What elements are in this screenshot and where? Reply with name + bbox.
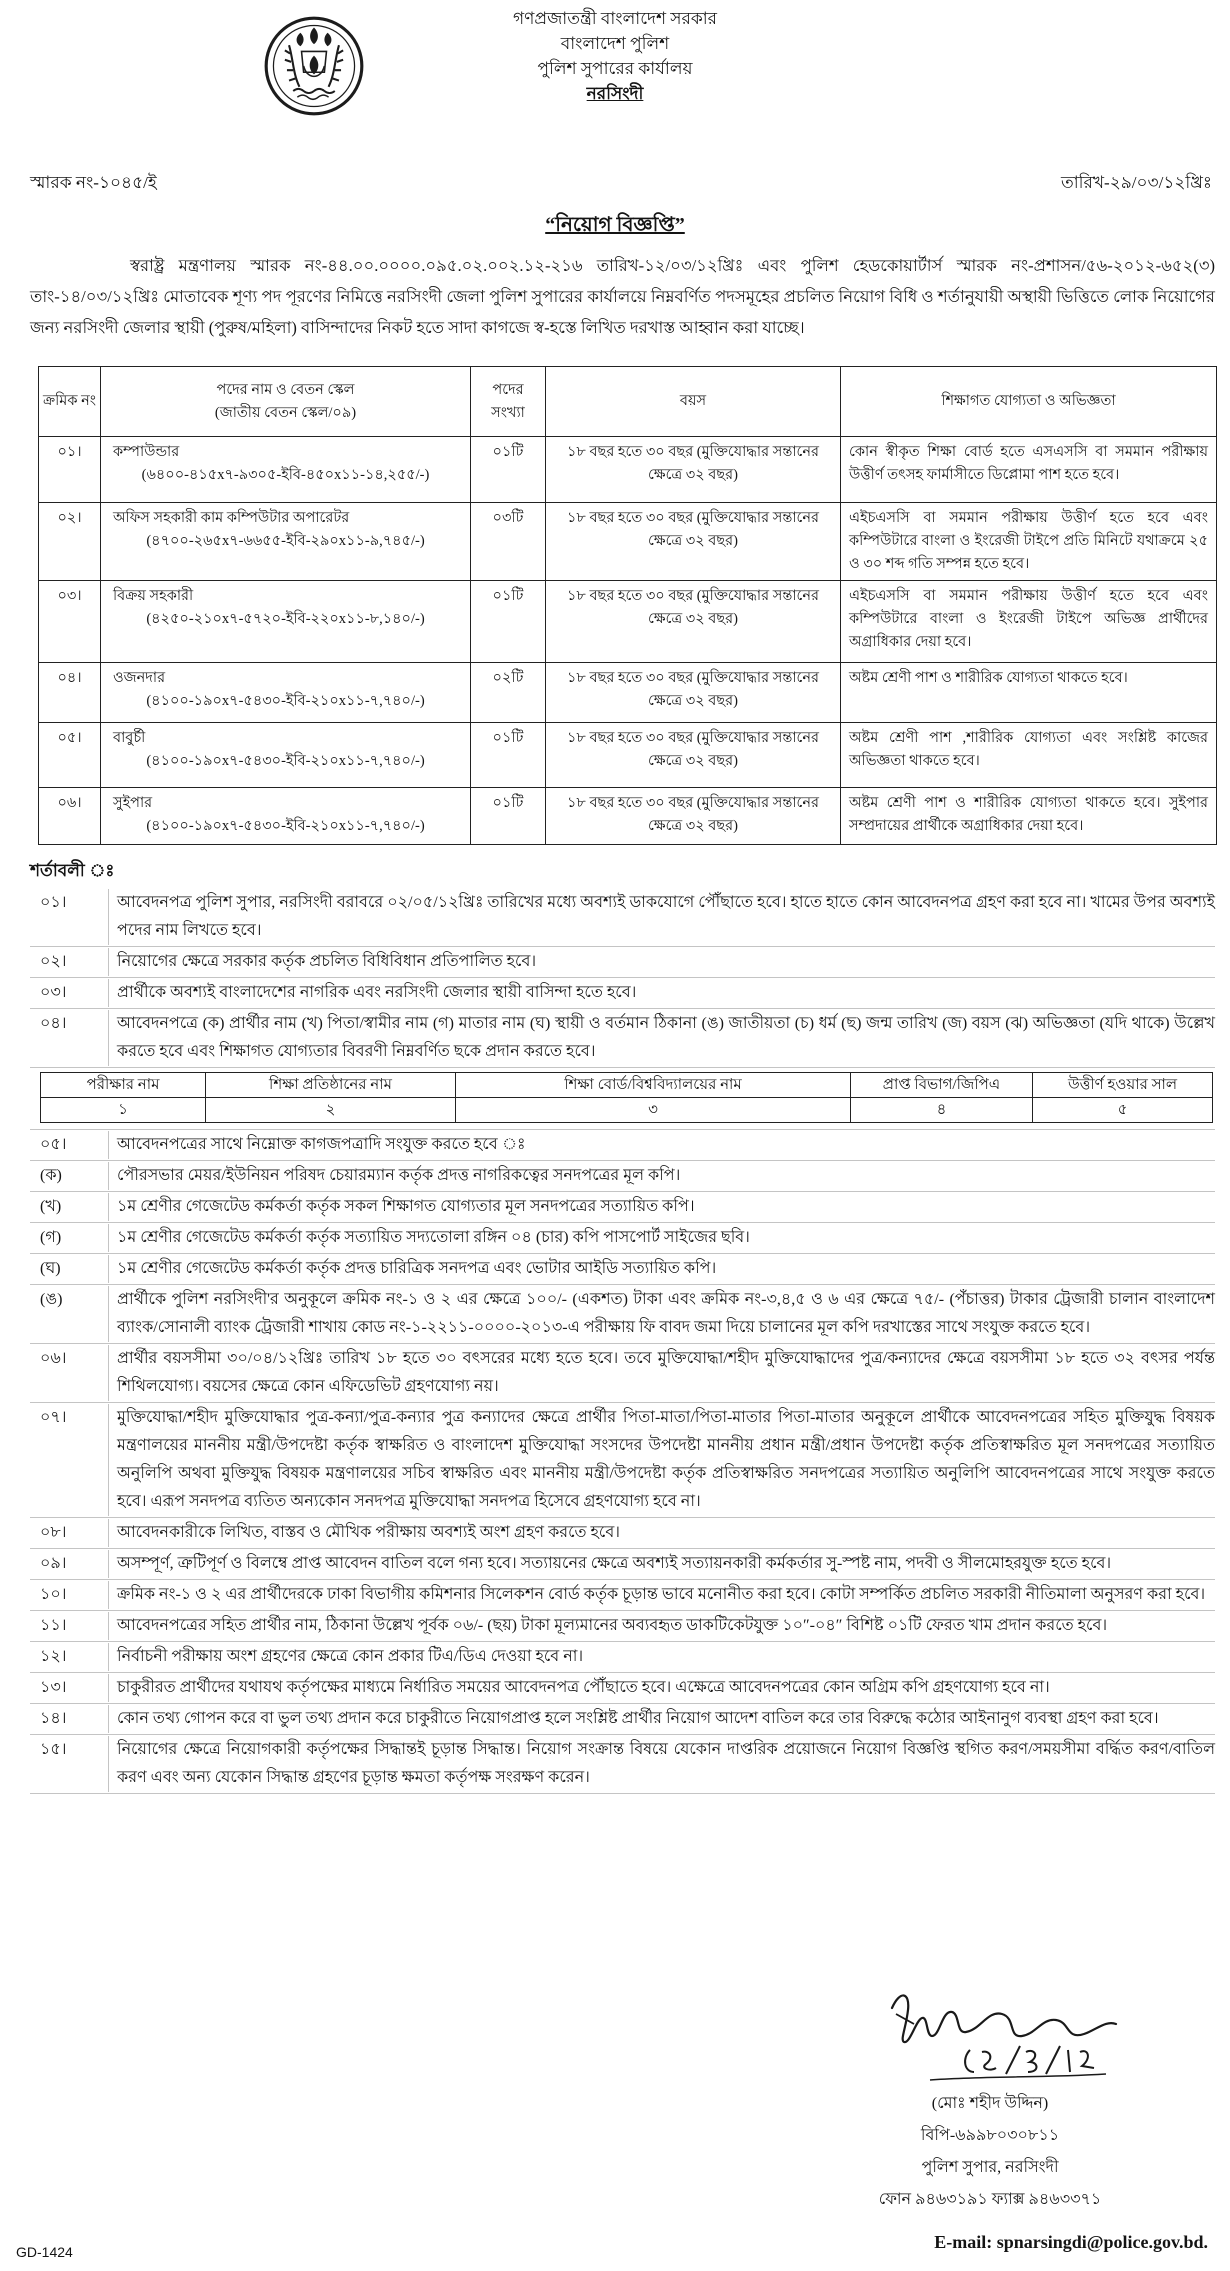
post-age-limit: ১৮ বছর হতে ৩০ বছর (মুক্তিযোদ্ধার সন্তানের ক্ষেত্রে ৩২ বছর) (546, 723, 841, 788)
condition-item (30, 1403, 1215, 1518)
page-title-text: “নিয়োগ বিজ্ঞপ্তি” (545, 214, 685, 236)
condition-text: আবেদনপত্র পুলিশ সুপার, নরসিংদী বরাবরে ০২/০৫/১২খ্রিঃ তারিখের মধ্যে অবশ্যই ডাকযোগে পৌঁছাতে হবে। হাতে হাতে কোন আবেদনপত্র গ্রহণ করা হবে না। খামের উপর অবশ্যই পদের নাম লিখতে হবে। (117, 894, 1215, 939)
condition-number: ১৩। (30, 1674, 109, 1702)
condition-item (30, 888, 1215, 947)
condition-item (30, 1549, 1215, 1580)
post-name-cell (101, 723, 471, 788)
attachment-text: ১ম শ্রেণীর গেজেটেড কর্মকর্তা কর্তৃক প্রদত্ত চারিত্রিক সনদপত্র এবং ভোটার আইডি সত্যায়িত কপি। (117, 1260, 717, 1277)
header-post-subtitle: (জাতীয় বেতন স্কেল/০৯) (214, 404, 357, 421)
post-pay-scale: (৪২৫০-২১০x৭-৫৭২০-ইবি-২২০x১১-৮,১৪০/-) (146, 611, 425, 627)
attachment-item (30, 1161, 1215, 1192)
condition-text: আবেদনকারীকে লিখিত, বাস্তব ও মৌখিক পরীক্ষায় অবশ্যই অংশ গ্রহণ করতে হবে। (117, 1524, 620, 1541)
education-number-cell: ৫ (1033, 1098, 1213, 1123)
condition-item (30, 1704, 1215, 1735)
office-header (0, 6, 1230, 106)
condition-item (30, 1580, 1215, 1611)
condition-number: ১০। (30, 1581, 109, 1609)
education-header-cell: শিক্ষা বোর্ড/বিশ্ববিদ্যালয়ের নাম (456, 1073, 851, 1098)
education-number-cell: ৪ (851, 1098, 1033, 1123)
attachment-item (30, 1223, 1215, 1254)
post-serial: ০৪। (39, 663, 101, 723)
condition-item (30, 1344, 1215, 1403)
condition-item (30, 1642, 1215, 1673)
post-qualification: অষ্টম শ্রেণী পাশ ,শারীরিক যোগ্যতা এবং সংশ্লিষ্ট কাজের অভিজ্ঞতা থাকতে হবে। (841, 723, 1217, 788)
post-name-cell (101, 788, 471, 845)
education-table-wrapper (30, 1068, 1215, 1130)
attachment-text: প্রার্থীকে পুলিশ নরসিংদী'র অনুকূলে ক্রমিক নং-১ ও ২ এর ক্ষেত্রে ১০০/- (একশত) টাকা এবং ক্রমিক নং-৩,৪,৫ ও ৬ এর ক্ষেত্রে ৭৫/- (পঁচাত্তর) টাকার ট্রেজারী চালান বাংলাদেশ ব্যাংক/সোনালী ব্যাংক ট্রেজারী শাখায় কোড নং-১-২২১১-০০০০-২০১৩-এ পরীক্ষায় ফি বাবদ জমা দিয়ে চালানের মূল কপি দরখাস্তের সাথে সংযুক্ত করতে হবে। (117, 1291, 1215, 1336)
posts-table-header (39, 367, 1217, 437)
condition-text: প্রার্থীকে অবশ্যই বাংলাদেশের নাগরিক এবং নরসিংদী জেলার স্থায়ী বাসিন্দা হতে হবে। (117, 984, 637, 1001)
post-pay-scale: (৪১০০-১৯০x৭-৫৪৩০-ইবি-২১০x১১-৭,৭৪০/-) (146, 753, 425, 769)
post-pay-scale: (৬৪০০-৪১৫x৭-৯৩০৫-ইবি-৪৫০x১১-১৪,২৫৫/-) (141, 467, 430, 483)
post-count: ০১টি (471, 437, 546, 503)
condition-number: ০৯। (30, 1550, 109, 1578)
page-title (0, 210, 1230, 243)
header-department: বাংলাদেশ পুলিশ (560, 34, 670, 53)
condition-number: ১২। (30, 1643, 109, 1671)
post-name-cell (101, 437, 471, 503)
header-age: বয়স (546, 367, 841, 437)
post-row (39, 788, 1217, 845)
post-age-limit: ১৮ বছর হতে ৩০ বছর (মুক্তিযোদ্ধার সন্তানের ক্ষেত্রে ৩২ বছর) (546, 663, 841, 723)
post-count: ০১টি (471, 788, 546, 845)
signatory-block (840, 2088, 1140, 2216)
condition-number: ০২। (30, 948, 109, 976)
condition-text: আবেদনপত্রের সাথে নিম্নোক্ত কাগজপত্রাদি সংযুক্ত করতে হবে ঃ (117, 1136, 526, 1153)
post-serial: ০১। (39, 437, 101, 503)
post-serial: ০৩। (39, 581, 101, 663)
post-count: ০২টি (471, 663, 546, 723)
post-qualification: অষ্টম শ্রেণী পাশ ও শারীরিক যোগ্যতা থাকতে হবে। (841, 663, 1217, 723)
condition-item (30, 1130, 1215, 1161)
post-name-cell (101, 503, 471, 581)
post-name: ওজনদার (113, 670, 166, 686)
post-name: অফিস সহকারী কাম কম্পিউটার অপারেটর (113, 510, 350, 526)
attachment-text: ১ম শ্রেণীর গেজেটেড কর্মকর্তা কর্তৃক সত্যায়িত সদ্যতোলা রঙ্গিন ০৪ (চার) কপি পাসপোর্ট সাইজের ছবি। (117, 1229, 750, 1246)
memo-date: তারিখ-২৯/০৩/১২খ্রিঃ (1060, 173, 1212, 192)
condition-item (30, 1673, 1215, 1704)
education-number-cell: ১ (41, 1098, 206, 1123)
condition-text: আবেদনপত্রের সহিত প্রার্থীর নাম, ঠিকানা উল্লেখ পূর্বক ০৬/- (ছয়) টাকা মূল্যমানের অব্যবহৃত ডাকটিকেটযুক্ত ১০″-০৪″ বিশিষ্ট ০১টি ফেরত খাম প্রদান করতে হবে। (117, 1617, 1108, 1634)
memo-number: স্মারক নং-১০৪৫/ই (30, 173, 157, 192)
condition-item (30, 1611, 1215, 1642)
condition-number: ০৭। (30, 1404, 109, 1516)
education-header-cell: পরীক্ষার নাম (41, 1073, 206, 1098)
attachment-text: ১ম শ্রেণীর গেজেটেড কর্মকর্তা কর্তৃক সকল শিক্ষাগত যোগ্যতার মূল সনদপত্রের সত্যায়িত কপি। (117, 1198, 695, 1215)
attachment-item (30, 1192, 1215, 1223)
condition-number: ১১। (30, 1612, 109, 1640)
condition-text: কোন তথ্য গোপন করে বা ভুল তথ্য প্রদান করে চাকুরীতে নিয়োগপ্রাপ্ত হলে সংশ্লিষ্ট প্রার্থীর নিয়োগ আদেশ বাতিল করে তার বিরুদ্ধে কঠোর আইনানুগ ব্যবস্থা গ্রহণ করা হবে। (117, 1710, 1159, 1727)
condition-item (30, 1735, 1215, 1794)
header-qualification: শিক্ষাগত যোগ্যতা ও অভিজ্ঞতা (841, 367, 1217, 437)
post-pay-scale: (৪১০০-১৯০x৭-৫৪৩০-ইবি-২১০x১১-৭,৭৪০/-) (146, 818, 425, 834)
post-serial: ০২। (39, 503, 101, 581)
conditions-heading: শর্তাবলী ঃ (30, 861, 115, 880)
signatory-name: (মোঃ শহীদ উদ্দিন) (931, 2095, 1049, 2112)
education-table (40, 1072, 1213, 1123)
condition-item (30, 1009, 1215, 1068)
condition-number: ০৪। (30, 1010, 109, 1066)
condition-text: নিয়োগের ক্ষেত্রে সরকার কর্তৃক প্রচলিত বিধিবিধান প্রতিপালিত হবে। (117, 953, 537, 970)
header-government: গণপ্রজাতন্ত্রী বাংলাদেশ সরকার (512, 9, 718, 28)
post-age-limit: ১৮ বছর হতে ৩০ বছর (মুক্তিযোদ্ধার সন্তানের ক্ষেত্রে ৩২ বছর) (546, 581, 841, 663)
condition-text: প্রার্থীর বয়সসীমা ৩০/০৪/১২খ্রিঃ তারিখ ১৮ হতে ৩০ বৎসরের মধ্যে হতে হবে। তবে মুক্তিযোদ্ধা/শহীদ মুক্তিযোদ্ধাদের পুত্র/কন্যাদের ক্ষেত্রে বয়সসীমা ১৮ হতে ৩২ বৎসর পর্যন্ত শিথিলযোগ্য। বয়সের ক্ষেত্রে কোন এফিডেভিট গ্রহণযোগ্য নয়। (117, 1350, 1215, 1395)
footer-code: GD-1424 (16, 2244, 73, 2260)
post-name-cell (101, 663, 471, 723)
post-row (39, 723, 1217, 788)
post-qualification: কোন স্বীকৃত শিক্ষা বোর্ড হতে এসএসসি বা সমমান পরীক্ষায় উত্তীর্ণ তৎসহ ফার্মাসীতে ডিপ্লোমা পাশ হতে হবে। (841, 437, 1217, 503)
post-name: বাবুর্চী (113, 730, 146, 746)
post-age-limit: ১৮ বছর হতে ৩০ বছর (মুক্তিযোদ্ধার সন্তানের ক্ষেত্রে ৩২ বছর) (546, 437, 841, 503)
condition-text: মুক্তিযোদ্ধা/শহীদ মুক্তিযোদ্ধার পুত্র-কন্যা/পুত্র-কন্যার পুত্র কন্যাদের ক্ষেত্রে প্রার্থীর পিতা-মাতা/পিতা-মাতার পিতা-মাতার অনুকূলে প্রার্থীকে আবেদনপত্রের সহিত মুক্তিযুদ্ধ বিষয়ক মন্ত্রণালয়ের মাননীয় মন্ত্রী/উপদেষ্টা কর্তৃক স্বাক্ষরিত ও বাংলাদেশ মুক্তিযোদ্ধা সংসদের উপদেষ্টা মাননীয় প্রধান মন্ত্রী/প্রধান উপদেষ্টা কর্তৃক প্রতিস্বাক্ষরিত মূল সনদপত্রের সত্যায়িত অনুলিপি অথবা মুক্তিযুদ্ধ বিষয়ক মন্ত্রণালয়ের সচিব স্বাক্ষরিত এবং মাননীয় মন্ত্রী/উপদেষ্টা কর্তৃক প্রতিস্বাক্ষরিত সনদপত্রের সত্যায়িত অনুলিপি আবেদনপত্রের সাথে সংযুক্ত করতে হবে। এরূপ সনদপত্র ব্যতিত অন্যকোন সনদপত্র মুক্তিযোদ্ধা সনদপত্র হিসেবে গ্রহণযোগ্য হবে না। (117, 1409, 1215, 1510)
post-name: কম্পাউন্ডার (113, 444, 180, 460)
post-serial: ০৬। (39, 788, 101, 845)
post-row (39, 437, 1217, 503)
education-header-cell: প্রাপ্ত বিভাগ/জিপিএ (851, 1073, 1033, 1098)
condition-number: ০১। (30, 889, 109, 945)
post-qualification: অষ্টম শ্রেণী পাশ ও শারীরিক যোগ্যতা থাকতে হবে। সুইপার সম্প্রদায়ের প্রার্থীকে অগ্রাধিকার দেয়া হবে। (841, 788, 1217, 845)
signatory-contact: ফোন ৯৪৬৩১৯১ ফ্যাক্স ৯৪৬৩৩৭১ (878, 2191, 1102, 2208)
condition-text: চাকুরীরত প্রার্থীদের যথাযথ কর্তৃপক্ষের মাধ্যমে নির্ধারিত সময়ের আবেদনপত্র পৌঁছাতে হবে। এক্ষেত্রে আবেদনপত্রের কোন অগ্রিম কপি গ্রহণযোগ্য হবে না। (117, 1679, 1050, 1696)
attachment-label: (খ) (30, 1193, 109, 1221)
attachment-label: (ঘ) (30, 1255, 109, 1283)
attachment-text: পৌরসভার মেয়র/ইউনিয়ন পরিষদ চেয়ারম্যান কর্তৃক প্রদত্ত নাগরিকত্বের সনদপত্রের মূল কপি। (117, 1167, 681, 1184)
post-row (39, 663, 1217, 723)
handwritten-signature (870, 1980, 1150, 2095)
education-header-cell: উত্তীর্ণ হওয়ার সাল (1033, 1073, 1213, 1098)
condition-item (30, 978, 1215, 1009)
post-pay-scale: (৪১০০-১৯০x৭-৫৪৩০-ইবি-২১০x১১-৭,৭৪০/-) (146, 693, 425, 709)
condition-text: আবেদনপত্রে (ক) প্রার্থীর নাম (খ) পিতা/স্বামীর নাম (গ) মাতার নাম (ঘ) স্থায়ী ও বর্তমান ঠিকানা (ঙ) জাতীয়তা (চ) ধর্ম (ছ) জন্ম তারিখ (জ) বয়স (ঝ) অভিজ্ঞতা (যদি থাকে) উল্লেখ করতে হবে এবং শিক্ষাগত যোগ্যতার বিবরণী নিম্নবর্ণিত ছকে প্রদান করতে হবে। (117, 1015, 1215, 1060)
header-post (101, 367, 471, 437)
signatory-designation: পুলিশ সুপার, নরসিংদী (921, 2159, 1059, 2176)
post-age-limit: ১৮ বছর হতে ৩০ বছর (মুক্তিযোদ্ধার সন্তানের ক্ষেত্রে ৩২ বছর) (546, 788, 841, 845)
header-serial: ক্রমিক নং (39, 367, 101, 437)
post-qualification: এইচএসসি বা সমমান পরীক্ষায় উত্তীর্ণ হতে হবে এবং কম্পিউটারে বাংলা ও ইংরেজী টাইপে প্রতি মিনিটে যথাক্রমে ২৫ ও ৩০ শব্দ গতি সম্পন্ন হতে হবে। (841, 503, 1217, 581)
post-row (39, 503, 1217, 581)
condition-number: ০৬। (30, 1345, 109, 1401)
education-number-cell: ৩ (456, 1098, 851, 1123)
education-table-header (41, 1073, 1213, 1098)
signatory-bp: বিপি-৬৯৯৮০৩০৮১১ (920, 2127, 1060, 2144)
education-table-numbers (41, 1098, 1213, 1123)
post-name: সুইপার (113, 795, 153, 811)
condition-item (30, 947, 1215, 978)
header-count: পদের সংখ্যা (471, 367, 546, 437)
education-header-cell: শিক্ষা প্রতিষ্ঠানের নাম (206, 1073, 456, 1098)
condition-number: ১৪। (30, 1705, 109, 1733)
condition-item (30, 1518, 1215, 1549)
post-serial: ০৫। (39, 723, 101, 788)
education-number-cell: ২ (206, 1098, 456, 1123)
condition-number: ০৩। (30, 979, 109, 1007)
condition-number: ০৮। (30, 1519, 109, 1547)
post-row (39, 581, 1217, 663)
condition-number: ০৫। (30, 1131, 109, 1159)
header-office: পুলিশ সুপারের কার্যালয় (537, 59, 693, 78)
condition-text: নিয়োগের ক্ষেত্রে নিয়োগকারী কর্তৃপক্ষের সিদ্ধান্তই চূড়ান্ত সিদ্ধান্ত। নিয়োগ সংক্রান্ত বিষয়ে যেকোন দাপ্তরিক প্রয়োজনে নিয়োগ বিজ্ঞপ্তি স্থগিত করণ/সময়সীমা বর্দ্ধিত করণ/বাতিল করণ এবং অন্য যেকোন সিদ্ধান্ত গ্রহণের চূড়ান্ত ক্ষমতা কর্তৃপক্ষ সংরক্ষণ করেন। (117, 1741, 1215, 1786)
attachment-label: (ঙ) (30, 1286, 109, 1342)
attachment-item (30, 1285, 1215, 1344)
header-district: নরসিংদী (586, 84, 644, 103)
condition-number: ১৫। (30, 1736, 109, 1792)
condition-text: নির্বাচনী পরীক্ষায় অংশ গ্রহণের ক্ষেত্রে কোন প্রকার টিএ/ডিএ দেওয়া হবে না। (117, 1648, 584, 1665)
posts-table (38, 366, 1217, 845)
attachment-label: (গ) (30, 1224, 109, 1252)
post-name: বিক্রয় সহকারী (113, 588, 194, 604)
condition-text: ক্রমিক নং-১ ও ২ এর প্রার্থীদেরকে ঢাকা বিভাগীয় কমিশনার সিলেকশন বোর্ড কর্তৃক চূড়ান্ত ভাবে মনোনীত করা হবে। কোটা সম্পর্কিত প্রচলিত সরকারী নীতিমালা অনুসরণ করা হবে। (117, 1586, 1206, 1603)
post-count: ০৩টি (471, 503, 546, 581)
signatory-email: E-mail: spnarsingdi@police.gov.bd. (934, 2232, 1208, 2252)
post-qualification: এইচএসসি বা সমমান পরীক্ষায় উত্তীর্ণ হতে হবে এবং কম্পিউটারে বাংলা ও ইংরেজী টাইপে অভিজ্ঞ প্রার্থীদের অগ্রাধিকার দেয়া হবে। (841, 581, 1217, 663)
header-post-title: পদের নাম ও বেতন স্কেল (216, 381, 355, 398)
post-pay-scale: (৪৭০০-২৬৫x৭-৬৬৫৫-ইবি-২৯০x১১-৯,৭৪৫/-) (146, 533, 425, 549)
attachment-label: (ক) (30, 1162, 109, 1190)
post-age-limit: ১৮ বছর হতে ৩০ বছর (মুক্তিযোদ্ধার সন্তানের ক্ষেত্রে ৩২ বছর) (546, 503, 841, 581)
post-name-cell (101, 581, 471, 663)
post-count: ০১টি (471, 581, 546, 663)
attachment-item (30, 1254, 1215, 1285)
conditions-list (30, 888, 1215, 1794)
condition-text: অসম্পূর্ণ, ত্রুটিপূর্ণ ও বিলম্বে প্রাপ্ত আবেদন বাতিল বলে গন্য হবে। সত্যায়নের ক্ষেত্রে অবশ্যই সত্যায়নকারী কর্মকর্তার সু-স্পষ্ট নাম, পদবী ও সীলমোহরযুক্ত হতে হবে। (117, 1555, 1112, 1572)
post-count: ০১টি (471, 723, 546, 788)
intro-paragraph: স্বরাষ্ট্র মন্ত্রণালয় স্মারক নং-৪৪.০০.০০০০.০৯৫.০২.০০২.১২-২১৬ তারিখ-১২/০৩/১২খ্রিঃ এবং পুলিশ হেডকোয়ার্টার্স স্মারক নং-প্রশাসন/৫৬-২০১২-৬৫২(৩) তাং-১৪/০৩/১২খ্রিঃ মোতাবেক শূণ্য পদ পূরণের নিমিত্তে নরসিংদী জেলা পুলিশ সুপারের কার্যালয়ে নিম্নবর্ণিত পদসমূহের প্রচলিত নিয়োগ বিধি ও শর্তানুযায়ী অস্থায়ী ভিত্তিতে লোক নিয়োগের জন্য নরসিংদী জেলার স্থায়ী (পুরুষ/মহিলা) বাসিন্দাদের নিকট হতে সাদা কাগজে স্ব-হস্তে লিখিত দরখাস্ত আহ্বান করা যাচ্ছে। (30, 256, 1215, 337)
